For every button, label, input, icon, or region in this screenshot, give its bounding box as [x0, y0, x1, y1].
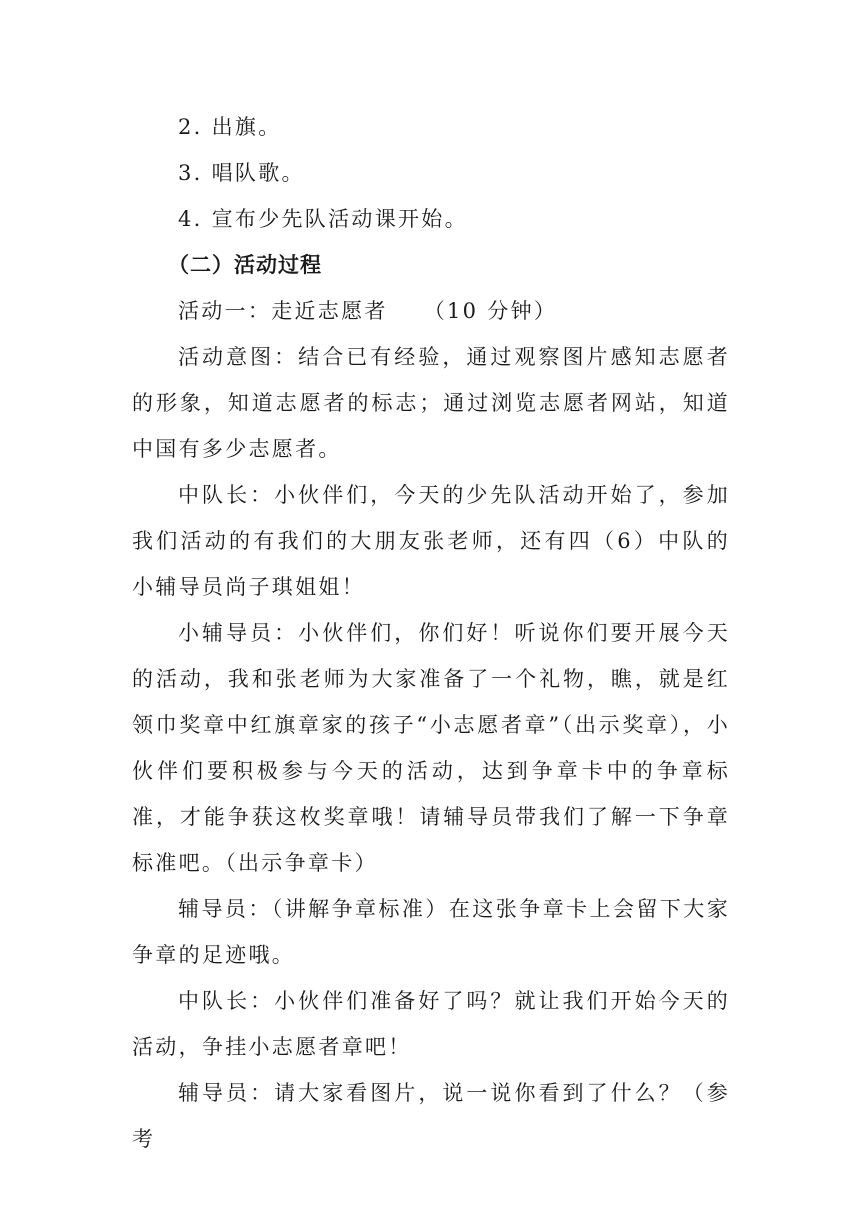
list-item-flag: 2. 出旗。	[178, 115, 282, 139]
paragraph-intent: 活动意图：结合已有经验，通过观察图片感知志愿者的形象，知道志愿者的标志；通过浏览志愿者网站，知道中国有多少志愿者。	[132, 345, 730, 461]
paragraph-counselor-explain: 辅导员：（讲解争章标准）在这张争章卡上会留下大家争章的足迹哦。	[132, 897, 730, 967]
paragraph-captain-ready: 中队长：小伙伴们准备好了吗？就让我们开始今天的活动，争挂小志愿者章吧！	[132, 989, 730, 1059]
activity-title-line	[132, 288, 730, 334]
document-page	[132, 0, 730, 1162]
top-margin	[132, 0, 730, 104]
activity-duration: （10 分钟）	[423, 299, 558, 323]
activity-title: 活动一：走近志愿者	[178, 299, 388, 323]
list-item-start: 4. 宣布少先队活动课开始。	[178, 207, 468, 231]
paragraph-assistant-counselor: 小辅导员：小伙伴们，你们好！听说你们要开展今天的活动，我和张老师为大家准备了一个礼物，瞧，就是红领巾奖章中红旗章家的孩子“小志愿者章”（出示奖章），小伙伴们要积极参与今天的活动，达到争章卡中的争章标准，才能争获这枚奖章哦！请辅导员带我们了解一下争章标准吧。（出示争章卡）	[132, 621, 730, 875]
list-item-anthem: 3. 唱队歌。	[178, 161, 305, 185]
paragraph-counselor-pictures: 辅导员：请大家看图片，说一说你看到了什么？（参考	[132, 1081, 730, 1151]
paragraph-captain-intro: 中队长：小伙伴们，今天的少先队活动开始了，参加我们活动的有我们的大朋友张老师，还有四（6）中队的小辅导员尚子琪姐姐！	[132, 483, 730, 599]
section-heading: （二）活动过程	[168, 253, 322, 277]
